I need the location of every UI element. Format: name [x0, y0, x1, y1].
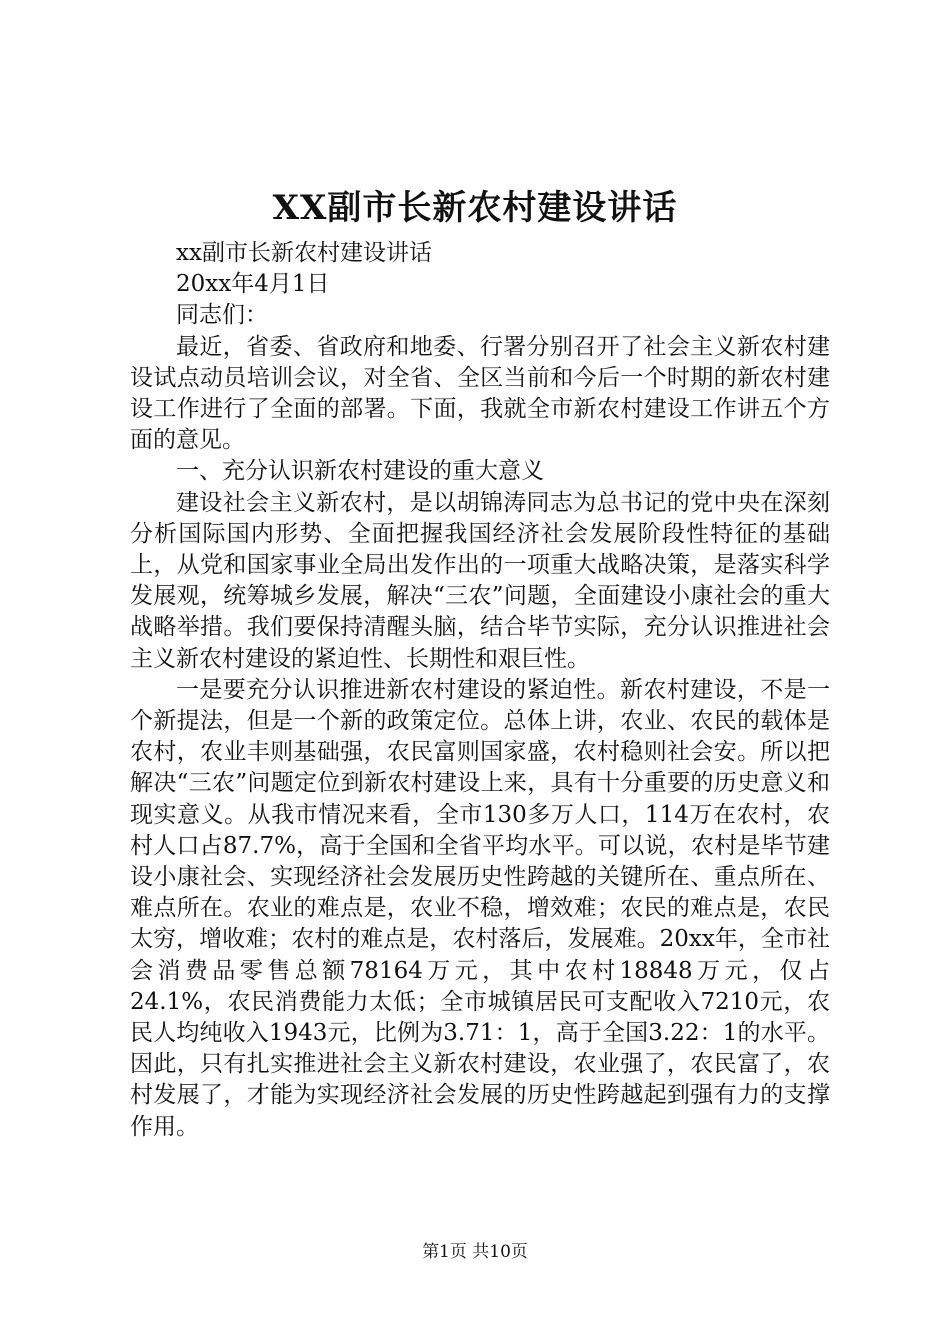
body-paragraph: 建设社会主义新农村，是以胡锦涛同志为总书记的党中央在深刻分析国际国内形势、全面把握我国经济社会发展阶段性特征的基础上，从党和国家事业全局出发作出的一项重大战略决策，是落实科学发展观，统筹城乡发展，解决“三农”问题，全面建设小康社会的重大战略举措。我们要保持清醒头脑，结合毕节实际，充分认识推进社会主义新农村建设的紧迫性、长期性和艰巨性。 — [130, 489, 830, 672]
page-number-footer: 第1页 共10页 — [422, 1242, 528, 1262]
body-paragraph: 最近，省委、省政府和地委、行署分别召开了社会主义新农村建设试点动员培训会议，对全省、全区当前和今后一个时期的新农村建设工作进行了全面的部署。下面，我就全市新农村建设工作讲五个方面的意见。 — [130, 333, 830, 454]
date-paragraph: 20xx年4月1日 — [176, 271, 330, 298]
document-body — [130, 238, 830, 1143]
document-title: XX副市长新农村建设讲话 — [272, 188, 678, 228]
body-paragraph: 一是要充分认识推进新农村建设的紧迫性。新农村建设，不是一个新提法，但是一个新的政策定位。总体上讲，农业、农民的载体是农村，农业丰则基础强，农民富则国家盛，农村稳则社会安。所以把解决“三农”问题定位到新农村建设上来，具有十分重要的历史意义和现实意义。从我市情况来看，全市130多万人口，114万在农村，农村人口占87.7%，高于全国和全省平均水平。可以说，农村是毕节建设小康社会、实现经济社会发展历史性跨越的关键所在、重点所在、难点所在。农业的难点是，农业不稳，增效难；农民的难点是，农民太穷，增收难；农村的难点是，农村落后，发展难。20xx年，全市社会消费品零售总额78164万元，其中农村18848万元，仅占24.1%，农民消费能力太低；全市城镇居民可支配收入7210元，农民人均纯收入1943元，比例为3.71：1，高于全国3.22：1的水平。因此，只有扎实推进社会主义新农村建设，农业强了，农民富了，农村发展了，才能为实现经济社会发展的历史性跨越起到强有力的支撑作用。 — [130, 676, 830, 1140]
salutation-paragraph: 同志们： — [176, 302, 268, 329]
section-heading: 一、充分认识新农村建设的重大意义 — [176, 458, 544, 485]
subtitle-paragraph: xx副市长新农村建设讲话 — [176, 240, 432, 266]
